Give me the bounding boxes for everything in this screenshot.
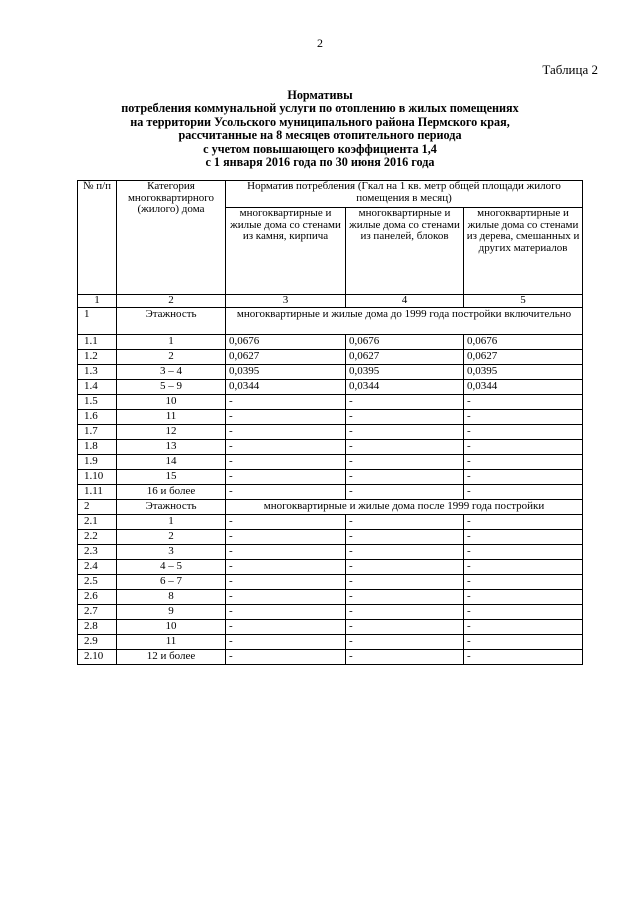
- value-panel: 0,0627: [346, 350, 464, 365]
- row-category: 4 – 5: [117, 560, 226, 575]
- value-stone: -: [226, 650, 346, 665]
- column-number: 2: [117, 295, 226, 308]
- value-panel: -: [346, 530, 464, 545]
- row-number: 1.6: [78, 410, 117, 425]
- section-num: 2: [78, 500, 117, 515]
- value-stone: 0,0627: [226, 350, 346, 365]
- table-row: [78, 470, 583, 485]
- title-line: Нормативы: [287, 88, 353, 102]
- value-stone: -: [226, 605, 346, 620]
- row-number: 1.2: [78, 350, 117, 365]
- table-row: [78, 410, 583, 425]
- row-number: 2.10: [78, 650, 117, 665]
- page-number: 2: [317, 36, 323, 50]
- row-category: 2: [117, 350, 226, 365]
- table-row: [78, 590, 583, 605]
- value-wood: -: [464, 545, 583, 560]
- value-wood: -: [464, 650, 583, 665]
- value-panel: -: [346, 515, 464, 530]
- value-panel: -: [346, 605, 464, 620]
- row-category: 1: [117, 335, 226, 350]
- value-wood: -: [464, 530, 583, 545]
- row-number: 1.9: [78, 455, 117, 470]
- value-panel: -: [346, 455, 464, 470]
- column-number: 3: [226, 295, 346, 308]
- title-line: потребления коммунальной услуги по отоплению в жилых помещениях: [121, 101, 519, 116]
- column-number-row: [78, 295, 583, 308]
- value-panel: 0,0676: [346, 335, 464, 350]
- section-row: [78, 308, 583, 335]
- value-wood: 0,0627: [464, 350, 583, 365]
- column-number: 4: [346, 295, 464, 308]
- row-number: 2.5: [78, 575, 117, 590]
- row-category: 15: [117, 470, 226, 485]
- value-panel: -: [346, 425, 464, 440]
- row-number: 2.1: [78, 515, 117, 530]
- value-wood: 0,0395: [464, 365, 583, 380]
- table-row: [78, 605, 583, 620]
- value-wood: -: [464, 515, 583, 530]
- value-stone: -: [226, 395, 346, 410]
- value-wood: 0,0344: [464, 380, 583, 395]
- value-stone: -: [226, 575, 346, 590]
- header-num: № п/п: [78, 181, 117, 295]
- value-stone: -: [226, 455, 346, 470]
- row-number: 1.1: [78, 335, 117, 350]
- section-description: многоквартирные и жилые дома до 1999 года постройки включительно: [226, 308, 583, 335]
- value-panel: -: [346, 485, 464, 500]
- header-row: [78, 181, 583, 208]
- row-category: 9: [117, 605, 226, 620]
- row-number: 1.5: [78, 395, 117, 410]
- table-label: Таблица 2: [542, 62, 598, 77]
- value-wood: -: [464, 470, 583, 485]
- value-wood: -: [464, 395, 583, 410]
- value-stone: 0,0676: [226, 335, 346, 350]
- header-category: Категория многоквартирного (жилого) дома: [117, 181, 226, 295]
- value-stone: 0,0395: [226, 365, 346, 380]
- value-stone: -: [226, 410, 346, 425]
- header-col-panel: многоквартирные и жилые дома со стенами из панелей, блоков: [346, 208, 464, 295]
- table-row: [78, 350, 583, 365]
- row-number: 2.6: [78, 590, 117, 605]
- table-row: [78, 335, 583, 350]
- value-panel: -: [346, 440, 464, 455]
- header-norm: Норматив потребления (Гкал на 1 кв. метр общей площади жилого помещения в месяц): [226, 181, 583, 208]
- table-row: [78, 620, 583, 635]
- value-stone: -: [226, 545, 346, 560]
- row-category: 16 и более: [117, 485, 226, 500]
- value-panel: -: [346, 620, 464, 635]
- value-wood: -: [464, 620, 583, 635]
- row-category: 11: [117, 410, 226, 425]
- section-description: многоквартирные и жилые дома после 1999 года постройки: [226, 500, 583, 515]
- value-stone: -: [226, 560, 346, 575]
- value-panel: -: [346, 575, 464, 590]
- table-row: [78, 575, 583, 590]
- row-category: 1: [117, 515, 226, 530]
- value-wood: -: [464, 605, 583, 620]
- title-line: на территории Усольского муниципального района Пермского края,: [130, 114, 510, 129]
- value-stone: -: [226, 530, 346, 545]
- value-panel: -: [346, 590, 464, 605]
- value-wood: -: [464, 425, 583, 440]
- table-row: [78, 380, 583, 395]
- value-panel: -: [346, 410, 464, 425]
- row-number: 1.3: [78, 365, 117, 380]
- row-number: 2.2: [78, 530, 117, 545]
- row-category: 11: [117, 635, 226, 650]
- value-panel: 0,0344: [346, 380, 464, 395]
- row-category: 3 – 4: [117, 365, 226, 380]
- value-stone: -: [226, 590, 346, 605]
- value-panel: -: [346, 395, 464, 410]
- row-category: 3: [117, 545, 226, 560]
- norms-table: [77, 180, 583, 665]
- column-number: 1: [78, 295, 117, 308]
- header-col-stone: многоквартирные и жилые дома со стенами из камня, кирпича: [226, 208, 346, 295]
- row-number: 1.7: [78, 425, 117, 440]
- section-label: Этажность: [117, 308, 226, 335]
- value-wood: 0,0676: [464, 335, 583, 350]
- section-label: Этажность: [117, 500, 226, 515]
- table-row: [78, 530, 583, 545]
- row-number: 1.8: [78, 440, 117, 455]
- value-wood: -: [464, 590, 583, 605]
- row-number: 2.3: [78, 545, 117, 560]
- value-stone: 0,0344: [226, 380, 346, 395]
- value-wood: -: [464, 455, 583, 470]
- row-number: 1.4: [78, 380, 117, 395]
- row-category: 8: [117, 590, 226, 605]
- value-wood: -: [464, 485, 583, 500]
- table-row: [78, 635, 583, 650]
- value-stone: -: [226, 440, 346, 455]
- table-row: [78, 560, 583, 575]
- value-panel: -: [346, 545, 464, 560]
- value-wood: -: [464, 560, 583, 575]
- value-panel: -: [346, 635, 464, 650]
- value-wood: -: [464, 635, 583, 650]
- title-line: с 1 января 2016 года по 30 июня 2016 года: [205, 155, 435, 170]
- table-row: [78, 485, 583, 500]
- row-category: 14: [117, 455, 226, 470]
- row-category: 13: [117, 440, 226, 455]
- row-category: 5 – 9: [117, 380, 226, 395]
- row-number: 2.7: [78, 605, 117, 620]
- value-wood: -: [464, 575, 583, 590]
- value-wood: -: [464, 440, 583, 455]
- header-col-wood: многоквартирные и жилые дома со стенами из дерева, смешанных и других материалов: [464, 208, 583, 295]
- column-number: 5: [464, 295, 583, 308]
- table-row: [78, 455, 583, 470]
- table-row: [78, 395, 583, 410]
- table-row: [78, 440, 583, 455]
- value-stone: -: [226, 425, 346, 440]
- row-number: 1.11: [78, 485, 117, 500]
- row-category: 10: [117, 620, 226, 635]
- row-number: 1.10: [78, 470, 117, 485]
- document-title: [40, 89, 600, 169]
- row-category: 12 и более: [117, 650, 226, 665]
- table-row: [78, 425, 583, 440]
- value-wood: -: [464, 410, 583, 425]
- section-row: [78, 500, 583, 515]
- table-row: [78, 365, 583, 380]
- table-row: [78, 650, 583, 665]
- value-stone: -: [226, 635, 346, 650]
- value-panel: 0,0395: [346, 365, 464, 380]
- section-num: 1: [78, 308, 117, 335]
- row-number: 2.9: [78, 635, 117, 650]
- value-panel: -: [346, 470, 464, 485]
- table-row: [78, 515, 583, 530]
- value-panel: -: [346, 650, 464, 665]
- value-stone: -: [226, 470, 346, 485]
- table-row: [78, 545, 583, 560]
- row-category: 6 – 7: [117, 575, 226, 590]
- value-stone: -: [226, 515, 346, 530]
- row-category: 10: [117, 395, 226, 410]
- row-number: 2.8: [78, 620, 117, 635]
- value-stone: -: [226, 620, 346, 635]
- title-line: рассчитанные на 8 месяцев отопительного периода: [178, 128, 462, 143]
- row-number: 2.4: [78, 560, 117, 575]
- row-category: 12: [117, 425, 226, 440]
- value-stone: -: [226, 485, 346, 500]
- title-line: с учетом повышающего коэффициента 1,4: [203, 141, 437, 156]
- row-category: 2: [117, 530, 226, 545]
- value-panel: -: [346, 560, 464, 575]
